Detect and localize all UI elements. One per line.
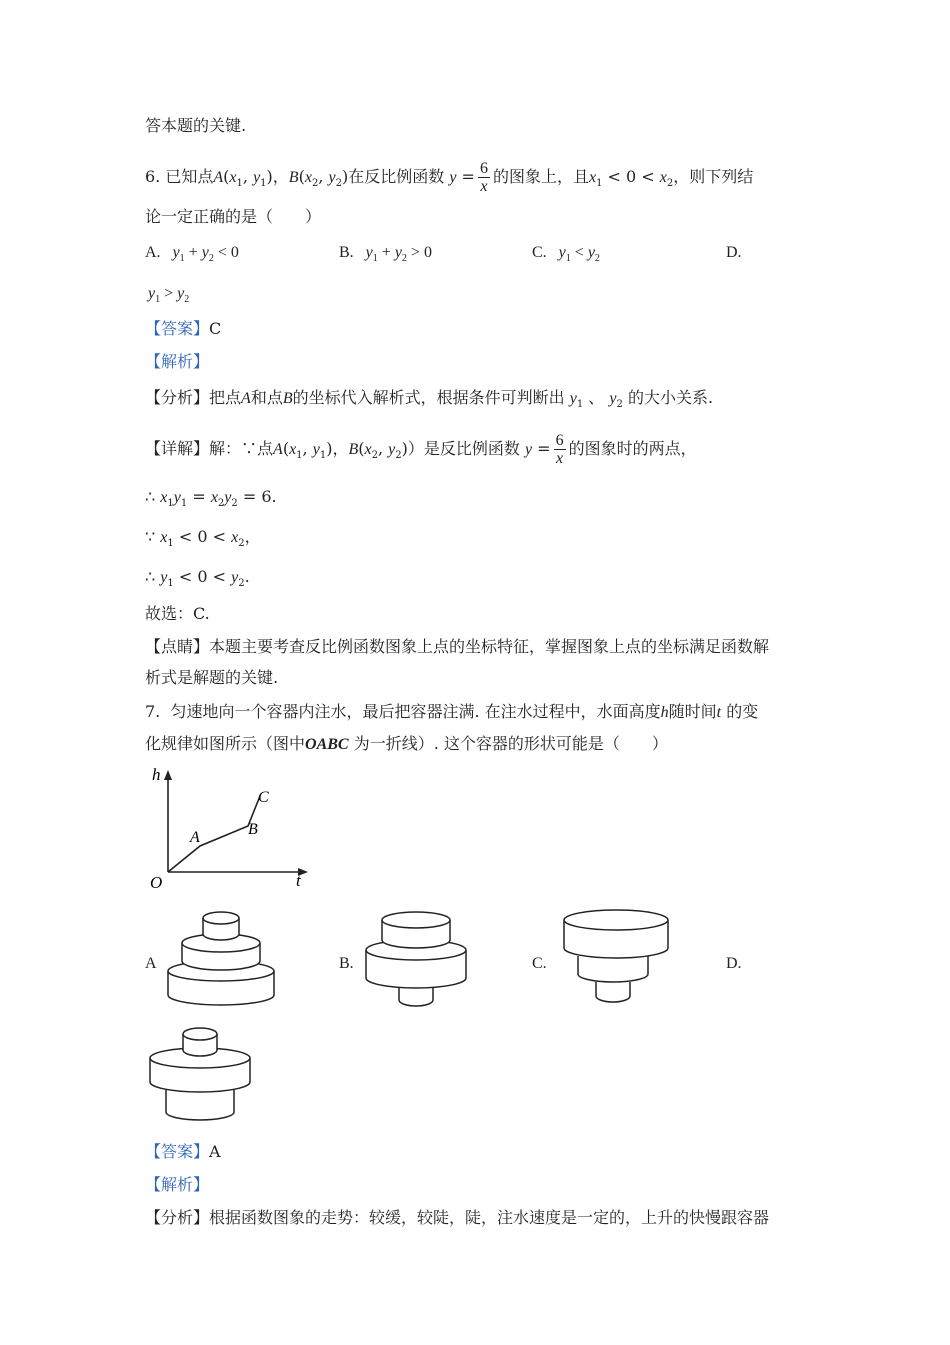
previous-line: 答本题的关键. — [145, 116, 247, 135]
container-d — [146, 1024, 256, 1130]
q6-option-c: C. $y_1 < y_2$ — [532, 244, 600, 264]
point-label-b: B — [248, 821, 258, 838]
q6-stem-line2: 论一定正确的是（ ） — [145, 207, 322, 226]
q6-step3: ∴ $y_1 < 0 < y_2$. — [145, 567, 250, 589]
q7-option-c-label: C. — [532, 955, 547, 972]
q6-comment-line2: 析式是解题的关键. — [145, 668, 279, 687]
q7-stem-line1: 7. 匀速地向一个容器内注水，最后把容器注满. 在注水过程中，水面高度h随时间t 的变 — [145, 702, 759, 721]
container-c — [558, 908, 676, 1010]
q6-number: 6. — [145, 167, 161, 186]
q6-choose: 故选：C. — [145, 604, 210, 623]
q6-option-b: B. $y_1 + y_2 > 0$ — [339, 244, 432, 264]
axis-label-h: h — [152, 765, 161, 784]
q7-option-a-label: A — [145, 955, 157, 972]
q7-option-b-label: B. — [339, 955, 354, 972]
q6-stem-text: 在反比例函数 — [348, 167, 445, 186]
q6-option-d: $y_1 > y_2$ — [148, 285, 190, 305]
q6-stem-text: 的图象上，且 — [492, 167, 589, 186]
q6-step1: ∴ $x_1y_1 = x_2y_2 = 6$. — [145, 487, 277, 509]
q6-stem-text: 已知点 — [165, 167, 214, 186]
fraction-6-over-x: $\frac{6}{x}$ — [479, 160, 488, 195]
container-b — [360, 908, 475, 1010]
q6-option-d-label: D. — [726, 244, 742, 261]
q6-stem-line1: 6. 已知点$A(x_1$, $y_1$)，$B(x_2$, $y_2$)在反比例函数 y = $\frac{6}{x}$ 的图象上，且$x_1 < 0 < x_2$，则下列结 — [145, 160, 754, 195]
q6-fenxi: 【分析】把点A和点B的坐标代入解析式，根据条件可判断出 $y_1$ 、 $y_2$ 的大小关系. — [145, 388, 714, 410]
q6-option-a: A. $y_1 + y_2 < 0$ — [145, 244, 239, 264]
polyline-oabc — [168, 796, 260, 872]
point-a: A — [213, 169, 224, 186]
water-height-graph — [140, 762, 320, 897]
q6-stem-text: ，则下列结 — [673, 167, 754, 186]
q6-step2: ∵ $x_1 < 0 < x_2$， — [145, 527, 261, 549]
point-b: B — [288, 169, 299, 186]
q6-comment-line1: 【点睛】本题主要考查反比例函数图象上点的坐标特征，掌握图象上点的坐标满足函数解 — [145, 637, 770, 656]
q7-fenxi: 【分析】根据函数图象的走势：较缓，较陡，陡，注水速度是一定的，上升的快慢跟容器 — [145, 1208, 770, 1227]
q7-stem-line2: 化规律如图所示（图中OABC 为一折线）. 这个容器的形状可能是（ ） — [145, 734, 668, 753]
h-axis-arrow — [164, 770, 172, 780]
q7-option-d-label: D. — [726, 955, 742, 972]
q7-analysis-tag: 【解析】 — [145, 1175, 210, 1194]
origin-label: O — [150, 873, 163, 892]
point-label-a: A — [190, 829, 200, 846]
point-label-c: C — [258, 789, 269, 806]
q7-answer: 【答案】A — [145, 1142, 221, 1161]
q6-detail: 【详解】解：∵点$A(x_1$, $y_1$)，$B(x_2$, $y_2$)）是反比例函数 y = $\frac{6}{x}$ 的图象时的两点， — [145, 432, 697, 467]
container-a — [162, 908, 282, 1014]
axis-label-t: t — [296, 871, 301, 890]
q6-answer: 【答案】C — [145, 319, 222, 338]
q6-analysis-tag: 【解析】 — [145, 352, 210, 371]
